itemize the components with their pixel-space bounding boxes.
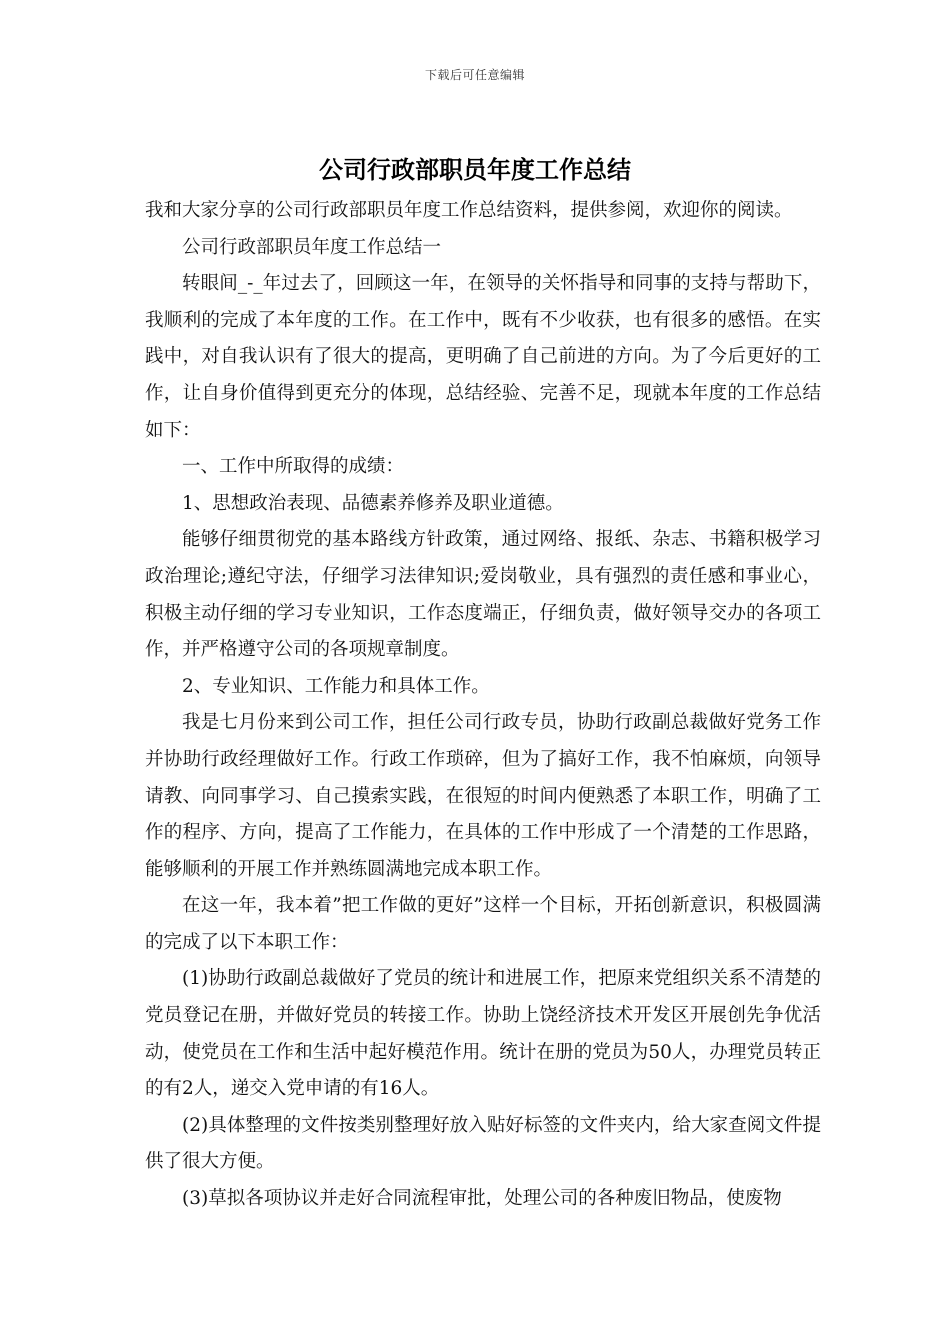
document-title: 公司行政部职员年度工作总结: [319, 155, 631, 184]
subheading: 2、专业知识、工作能力和具体工作。: [182, 675, 490, 697]
intro-paragraph: 我和大家分享的公司行政部职员年度工作总结资料，提供参阅，欢迎你的阅读。: [145, 200, 793, 221]
body-paragraph: 在这一年，我本着”把工作做的更好”这样一个目标，开拓创新意识，积极圆满的完成了以下本职工作：: [145, 895, 821, 953]
section-heading: 公司行政部职员年度工作总结一: [182, 236, 442, 258]
subheading: 一、工作中所取得的成绩：: [182, 456, 405, 478]
body-paragraph: 能够仔细贯彻党的基本路线方针政策，通过网络、报纸、杂志、书籍积极学习政治理论;遵纪守法，仔细学习法律知识;爱岗敬业，具有强烈的责任感和事业心，积极主动仔细的学习专业知识，工作态度端正，仔细负责，做好领导交办的各项工作，并严格遵守公司的各项规章制度。: [145, 529, 821, 661]
list-item: (2)具体整理的文件按类别整理好放入贴好标签的文件夹内，给大家查阅文件提供了很大方便。: [145, 1114, 821, 1173]
subheading: 1、思想政治表现、品德素养修养及职业道德。: [182, 492, 564, 514]
body-paragraph: 我是七月份来到公司工作，担任公司行政专员，协助行政副总裁做好党务工作并协助行政经理做好工作。行政工作琐碎，但为了搞好工作，我不怕麻烦，向领导请教、向同事学习、自己摸索实践，在很短的时间内便熟悉了本职工作，明确了工作的程序、方向，提高了工作能力，在具体的工作中形成了一个清楚的工作思路，能够顺利的开展工作并熟练圆满地完成本职工作。: [145, 712, 821, 880]
list-item: (1)协助行政副总裁做好了党员的统计和进展工作，把原来党组织关系不清楚的党员登记在册，并做好党员的转接工作。协助上饶经济技术开发区开展创先争优活动，使党员在工作和生活中起好模范作用。统计在册的党员为50人，办理党员转正的有2人，递交入党申请的有16人。: [145, 968, 821, 1100]
header-note: 下载后可任意编辑: [424, 68, 525, 82]
body-paragraph: 转眼间_-_年过去了，回顾这一年，在领导的关怀指导和同事的支持与帮助下，我顺利的完成了本年度的工作。在工作中，既有不少收获，也有很多的感悟。在实践中，对自我认识有了很大的提高，更明确了自己前进的方向。为了今后更好的工作，让自身价值得到更充分的体现，总结经验、完善不足，现就本年度的工作总结如下：: [145, 273, 821, 441]
document-body: [145, 193, 821, 1218]
list-item: (3)草拟各项协议并走好合同流程审批，处理公司的各种废旧物品，使废物: [182, 1188, 782, 1210]
